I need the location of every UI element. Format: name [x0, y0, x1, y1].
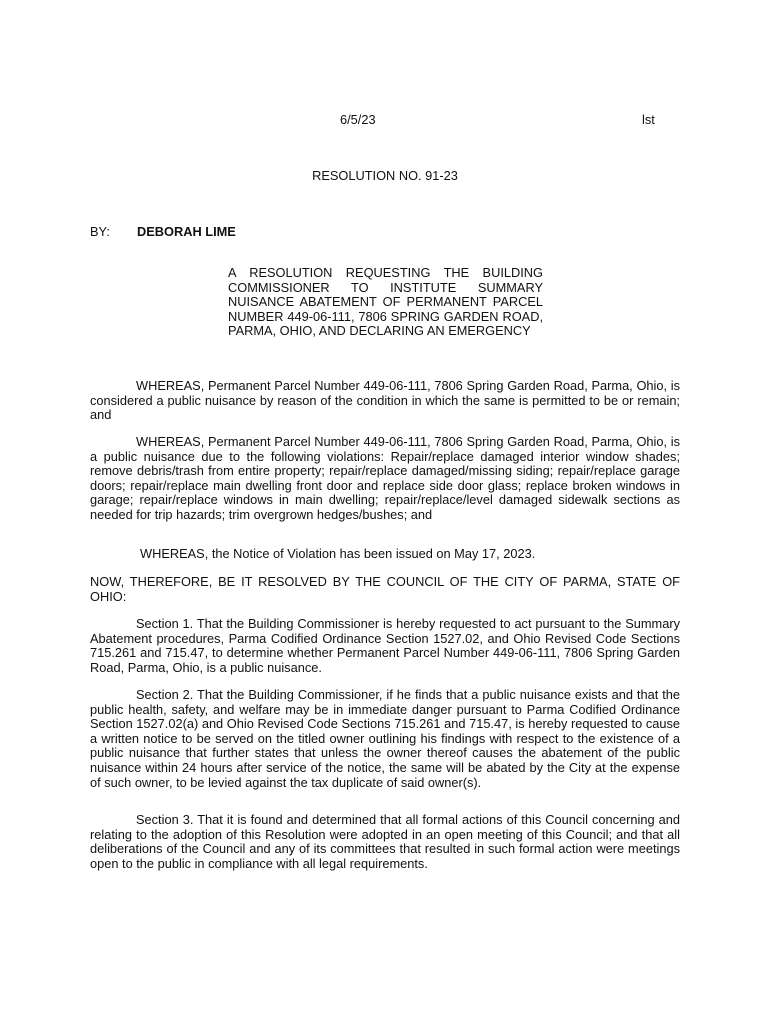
sponsor-label: BY: [90, 224, 110, 239]
sponsor-name: DEBORAH LIME [137, 224, 236, 239]
whereas-paragraph-2 [90, 435, 680, 523]
paragraph-text: WHEREAS, the Notice of Violation has been issued on May 17, 2023. [140, 546, 536, 561]
paragraph-text: WHEREAS, Permanent Parcel Number 449-06-111, 7806 Spring Garden Road, Parma, Ohio, is a public nuisance due to the following violations: Repair/replace damaged interior window shades; remove debris/trash from entire property; repair/replace damaged/missing siding; repair/replace garage doors; repair/replace main dwelling front door and replace side door glass; replace broken windows in garage; repair/replace windows in main dwelling; repair/replace/level damaged sidewalk sections as needed for trip hazards; trim overgrown hedges/bushes; and [90, 434, 680, 522]
resolution-number: RESOLUTION NO. 91-23 [312, 168, 458, 183]
whereas-paragraph-1 [90, 379, 680, 423]
paragraph-text: WHEREAS, Permanent Parcel Number 449-06-111, 7806 Spring Garden Road, Parma, Ohio, is considered a public nuisance by reason of the condition in which the same is permitted to be or remain; and [90, 378, 680, 423]
paragraph-text: NOW, THEREFORE, BE IT RESOLVED BY THE COUNCIL OF THE CITY OF PARMA, STATE OF OHIO: [90, 574, 680, 604]
section-2-paragraph [90, 688, 680, 790]
section-3-paragraph [90, 813, 680, 871]
resolution-caption: A RESOLUTION REQUESTING THE BUILDING COMMISSIONER TO INSTITUTE SUMMARY NUISANCE ABATEMENT OF PERMANENT PARCEL NUMBER 449-06-111, 7806 SPRING GARDEN ROAD, PARMA, OHIO, AND DECLARING AN EMERGENCY [228, 265, 543, 339]
resolution-date: 6/5/23 [340, 112, 376, 127]
section-1-paragraph [90, 617, 680, 675]
paragraph-text: Section 3. That it is found and determined that all formal actions of this Council concerning and relating to the adoption of this Resolution were adopted in an open meeting of this Council; and that all deliberations of the Council and any of its committees that resulted in such formal action were meetings open to the public in compliance with all legal requirements. [90, 812, 680, 871]
paragraph-text: Section 2. That the Building Commissioner, if he finds that a public nuisance exists and that the public health, safety, and welfare may be in immediate danger pursuant to Parma Codified Ordinance Section 1527.02(a) and Ohio Revised Code Sections 715.261 and 715.47, is hereby requested to cause a written notice to be served on the titled owner outlining his findings with respect to the existence of a public nuisance that further states that unless the owner thereof causes the abatement of the public nuisance within 24 hours after service of the notice, the same will be abated by the City at the expense of such owner, to be levied against the tax duplicate of said owner(s). [90, 687, 680, 790]
reading-indicator: lst [642, 112, 655, 127]
now-therefore-paragraph [90, 575, 680, 604]
paragraph-text: Section 1. That the Building Commissioner is hereby requested to act pursuant to the Summary Abatement procedures, Parma Codified Ordinance Section 1527.02, and Ohio Revised Code Sections 715.261 and 715.47, to determine whether Permanent Parcel Number 449-06-111, 7806 Spring Garden Road, Parma, Ohio, is a public nuisance. [90, 616, 680, 675]
whereas-paragraph-3 [90, 547, 680, 562]
